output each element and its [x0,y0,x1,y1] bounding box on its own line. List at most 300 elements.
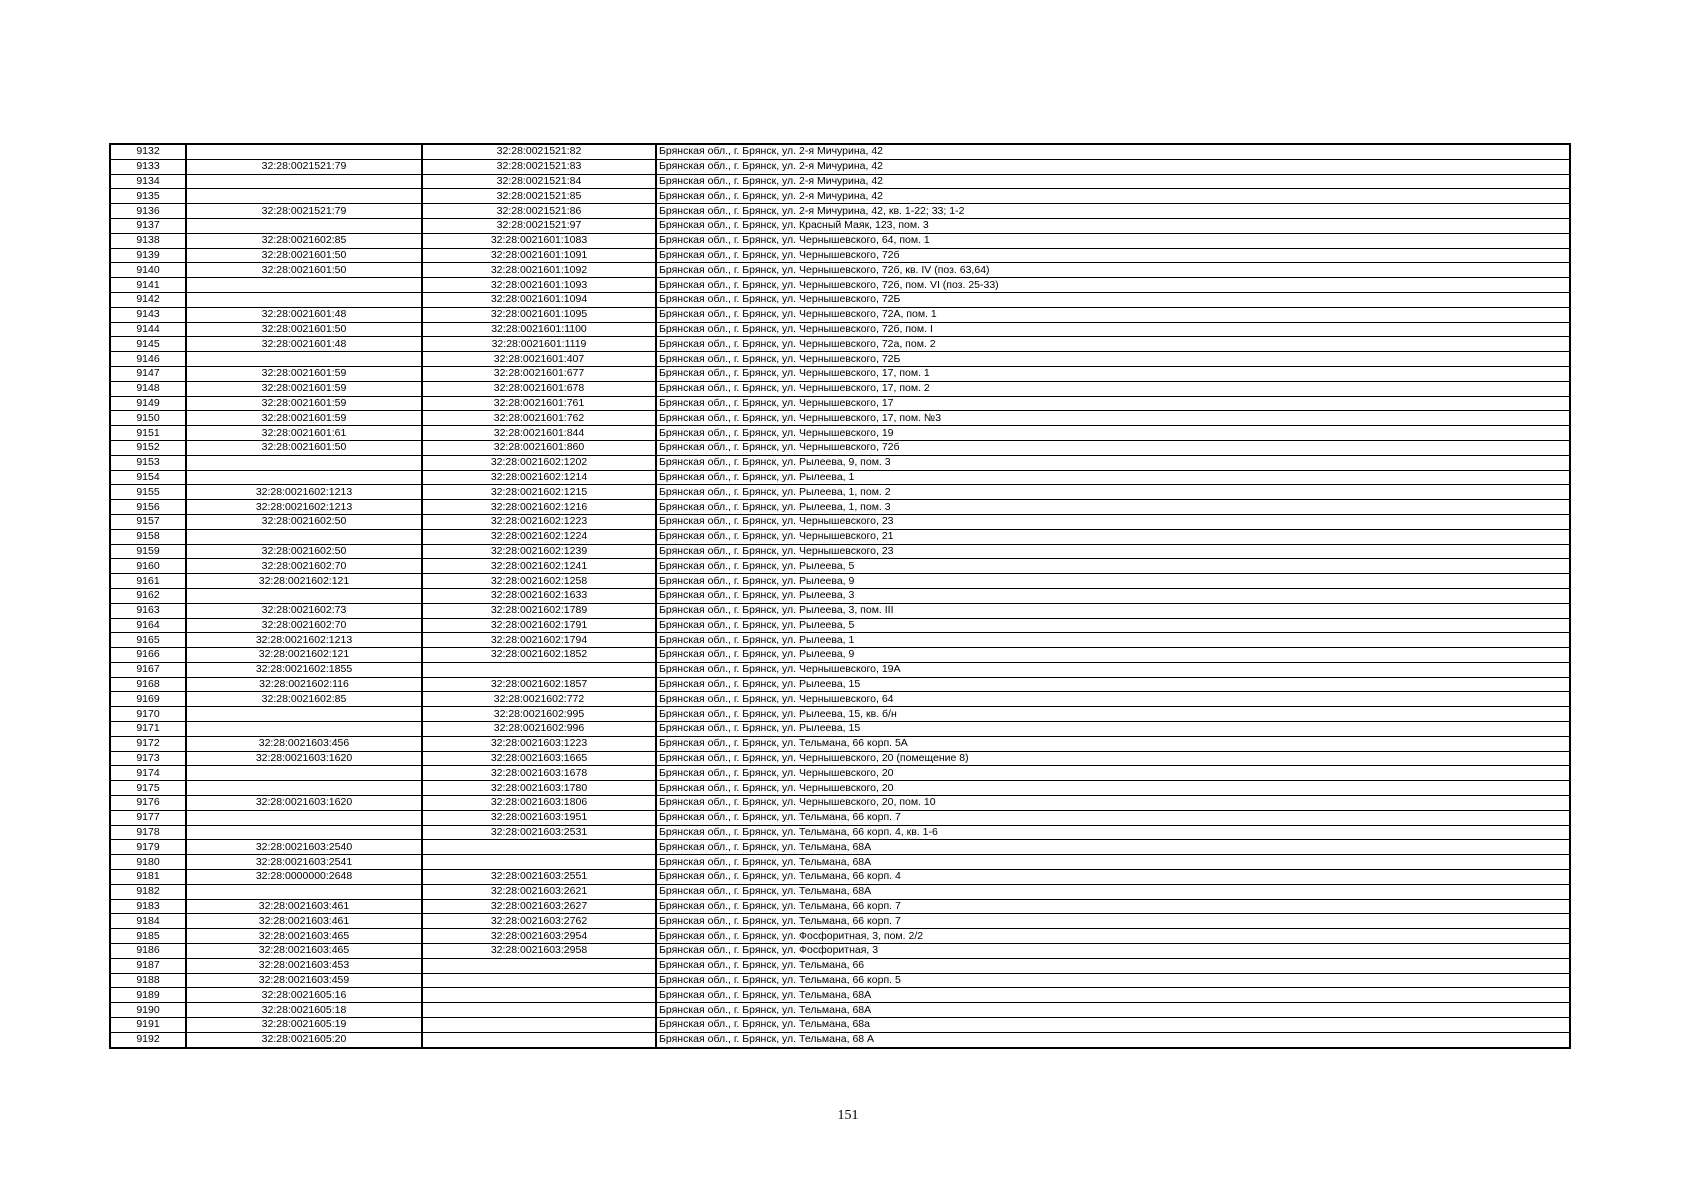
object-cadastral-cell [422,958,656,973]
row-number-cell: 9161 [110,574,186,589]
object-cadastral-cell: 32:28:0021603:1678 [422,766,656,781]
object-cadastral-cell [422,988,656,1003]
table-row [110,352,1570,367]
object-cadastral-cell: 32:28:0021601:1083 [422,233,656,248]
object-cadastral-cell: 32:28:0021602:1216 [422,500,656,515]
table-row [110,618,1570,633]
land-plot-cadastral-cell: 32:28:0021603:2541 [186,855,422,870]
land-plot-cadastral-cell: 32:28:0021601:48 [186,307,422,322]
land-plot-cadastral-cell [186,707,422,722]
address-cell: Брянская обл., г. Брянск, ул. Чернышевского, 23 [656,544,1570,559]
object-cadastral-cell: 32:28:0021601:1093 [422,278,656,293]
land-plot-cadastral-cell: 32:28:0021602:50 [186,514,422,529]
land-plot-cadastral-cell [186,766,422,781]
table-row [110,662,1570,677]
table-row [110,144,1570,159]
address-cell: Брянская обл., г. Брянск, ул. Рылеева, 15, кв. б/н [656,707,1570,722]
row-number-cell: 9155 [110,485,186,500]
row-number-cell: 9189 [110,988,186,1003]
address-cell: Брянская обл., г. Брянск, ул. Чернышевского, 21 [656,529,1570,544]
object-cadastral-cell: 32:28:0021602:1258 [422,574,656,589]
row-number-cell: 9166 [110,648,186,663]
object-cadastral-cell: 32:28:0021601:1094 [422,292,656,307]
table-row [110,736,1570,751]
object-cadastral-cell: 32:28:0021602:1789 [422,603,656,618]
table-row [110,1018,1570,1033]
table-row [110,988,1570,1003]
row-number-cell: 9185 [110,929,186,944]
object-cadastral-cell: 32:28:0021603:2958 [422,944,656,959]
address-cell: Брянская обл., г. Брянск, ул. Рылеева, 1 [656,633,1570,648]
row-number-cell: 9190 [110,1003,186,1018]
row-number-cell: 9143 [110,307,186,322]
address-cell: Брянская обл., г. Брянск, ул. 2-я Мичурина, 42 [656,174,1570,189]
land-plot-cadastral-cell: 32:28:0021601:59 [186,381,422,396]
row-number-cell: 9151 [110,426,186,441]
address-cell: Брянская обл., г. Брянск, ул. Тельмана, 66 корп. 5А [656,736,1570,751]
object-cadastral-cell: 32:28:0021603:1780 [422,781,656,796]
object-cadastral-cell: 32:28:0021602:772 [422,692,656,707]
address-cell: Брянская обл., г. Брянск, ул. Тельмана, 66 корп. 7 [656,914,1570,929]
table-row [110,855,1570,870]
object-cadastral-cell: 32:28:0021601:761 [422,396,656,411]
land-plot-cadastral-cell: 32:28:0021602:50 [186,544,422,559]
row-number-cell: 9149 [110,396,186,411]
table-row [110,485,1570,500]
address-cell: Брянская обл., г. Брянск, ул. 2-я Мичурина, 42 [656,159,1570,174]
table-row [110,426,1570,441]
land-plot-cadastral-cell: 32:28:0021602:121 [186,648,422,663]
land-plot-cadastral-cell: 32:28:0021521:79 [186,204,422,219]
table-row [110,470,1570,485]
object-cadastral-cell: 32:28:0021601:677 [422,366,656,381]
address-cell: Брянская обл., г. Брянск, ул. Чернышевского, 17, пом. 1 [656,366,1570,381]
object-cadastral-cell: 32:28:0021601:860 [422,440,656,455]
row-number-cell: 9144 [110,322,186,337]
table-row [110,189,1570,204]
land-plot-cadastral-cell: 32:28:0021602:70 [186,618,422,633]
land-plot-cadastral-cell: 32:28:0021601:59 [186,411,422,426]
row-number-cell: 9164 [110,618,186,633]
address-cell: Брянская обл., г. Брянск, ул. Чернышевского, 72А, пом. 1 [656,307,1570,322]
table-row [110,514,1570,529]
land-plot-cadastral-cell [186,278,422,293]
land-plot-cadastral-cell: 32:28:0021521:79 [186,159,422,174]
land-plot-cadastral-cell [186,470,422,485]
address-cell: Брянская обл., г. Брянск, ул. Тельмана, 66 корп. 7 [656,899,1570,914]
land-plot-cadastral-cell: 32:28:0021605:20 [186,1032,422,1047]
address-cell: Брянская обл., г. Брянск, ул. Тельмана, 66 корп. 5 [656,973,1570,988]
row-number-cell: 9167 [110,662,186,677]
row-number-cell: 9162 [110,588,186,603]
object-cadastral-cell: 32:28:0021603:1223 [422,736,656,751]
object-cadastral-cell: 32:28:0021601:407 [422,352,656,367]
row-number-cell: 9160 [110,559,186,574]
land-plot-cadastral-cell [186,781,422,796]
object-cadastral-cell: 32:28:0021601:1092 [422,263,656,278]
address-cell: Брянская обл., г. Брянск, ул. Рылеева, 15 [656,722,1570,737]
object-cadastral-cell: 32:28:0021521:86 [422,204,656,219]
row-number-cell: 9179 [110,840,186,855]
object-cadastral-cell: 32:28:0021602:1241 [422,559,656,574]
object-cadastral-cell: 32:28:0021603:1806 [422,796,656,811]
address-cell: Брянская обл., г. Брянск, ул. Чернышевского, 23 [656,514,1570,529]
row-number-cell: 9158 [110,529,186,544]
object-cadastral-cell: 32:28:0021602:996 [422,722,656,737]
land-plot-cadastral-cell: 32:28:0021603:456 [186,736,422,751]
address-cell: Брянская обл., г. Брянск, ул. Тельмана, 68А [656,1003,1570,1018]
table-row [110,263,1570,278]
object-cadastral-cell: 32:28:0021602:1239 [422,544,656,559]
table-row [110,529,1570,544]
row-number-cell: 9163 [110,603,186,618]
table-row [110,455,1570,470]
table-row [110,781,1570,796]
object-cadastral-cell: 32:28:0021603:1951 [422,810,656,825]
address-cell: Брянская обл., г. Брянск, ул. Фосфоритная, 3 [656,944,1570,959]
row-number-cell: 9146 [110,352,186,367]
object-cadastral-cell: 32:28:0021602:1214 [422,470,656,485]
table-row [110,337,1570,352]
object-cadastral-cell: 32:28:0021603:2531 [422,825,656,840]
object-cadastral-cell: 32:28:0021602:1857 [422,677,656,692]
row-number-cell: 9139 [110,248,186,263]
object-cadastral-cell: 32:28:0021603:2627 [422,899,656,914]
land-plot-cadastral-cell: 32:28:0021601:61 [186,426,422,441]
land-plot-cadastral-cell: 32:28:0021601:48 [186,337,422,352]
table-row [110,751,1570,766]
row-number-cell: 9136 [110,204,186,219]
registry-table [109,143,1571,1049]
land-plot-cadastral-cell [186,810,422,825]
table-row [110,500,1570,515]
table-row [110,322,1570,337]
land-plot-cadastral-cell: 32:28:0021602:116 [186,677,422,692]
land-plot-cadastral-cell: 32:28:0021605:19 [186,1018,422,1033]
table-row [110,159,1570,174]
object-cadastral-cell: 32:28:0021602:1633 [422,588,656,603]
registry-table-body [110,144,1570,1048]
address-cell: Брянская обл., г. Брянск, ул. Рылеева, 1 [656,470,1570,485]
land-plot-cadastral-cell [186,455,422,470]
address-cell: Брянская обл., г. Брянск, ул. 2-я Мичурина, 42 [656,189,1570,204]
table-row [110,722,1570,737]
table-row [110,307,1570,322]
object-cadastral-cell: 32:28:0021603:2551 [422,870,656,885]
object-cadastral-cell [422,662,656,677]
object-cadastral-cell: 32:28:0021603:2954 [422,929,656,944]
land-plot-cadastral-cell [186,144,422,159]
object-cadastral-cell [422,1003,656,1018]
object-cadastral-cell: 32:28:0021602:1791 [422,618,656,633]
row-number-cell: 9154 [110,470,186,485]
object-cadastral-cell [422,840,656,855]
address-cell: Брянская обл., г. Брянск, ул. Тельмана, 68А [656,884,1570,899]
address-cell: Брянская обл., г. Брянск, ул. Тельмана, 68а [656,1018,1570,1033]
land-plot-cadastral-cell: 32:28:0021601:59 [186,366,422,381]
land-plot-cadastral-cell: 32:28:0021601:50 [186,440,422,455]
table-row [110,440,1570,455]
address-cell: Брянская обл., г. Брянск, ул. Красный Маяк, 123, пом. 3 [656,218,1570,233]
address-cell: Брянская обл., г. Брянск, ул. Чернышевского, 20 [656,766,1570,781]
table-row [110,899,1570,914]
table-row [110,944,1570,959]
address-cell: Брянская обл., г. Брянск, ул. Чернышевского, 72Б [656,352,1570,367]
row-number-cell: 9165 [110,633,186,648]
table-row [110,411,1570,426]
row-number-cell: 9170 [110,707,186,722]
object-cadastral-cell: 32:28:0021603:2621 [422,884,656,899]
table-row [110,544,1570,559]
table-row [110,810,1570,825]
object-cadastral-cell: 32:28:0021602:1215 [422,485,656,500]
row-number-cell: 9172 [110,736,186,751]
table-row [110,218,1570,233]
land-plot-cadastral-cell: 32:28:0021602:85 [186,692,422,707]
table-row [110,633,1570,648]
table-row [110,603,1570,618]
table-row [110,559,1570,574]
row-number-cell: 9153 [110,455,186,470]
object-cadastral-cell: 32:28:0021601:762 [422,411,656,426]
land-plot-cadastral-cell: 32:28:0021603:459 [186,973,422,988]
row-number-cell: 9148 [110,381,186,396]
row-number-cell: 9157 [110,514,186,529]
table-row [110,884,1570,899]
object-cadastral-cell: 32:28:0021602:1794 [422,633,656,648]
object-cadastral-cell: 32:28:0021602:1224 [422,529,656,544]
address-cell: Брянская обл., г. Брянск, ул. Тельмана, 68А [656,840,1570,855]
table-row [110,825,1570,840]
page-number: 151 [837,1108,859,1123]
address-cell: Брянская обл., г. Брянск, ул. Чернышевского, 17, пом. 2 [656,381,1570,396]
object-cadastral-cell: 32:28:0021602:1852 [422,648,656,663]
address-cell: Брянская обл., г. Брянск, ул. Рылеева, 9, пом. 3 [656,455,1570,470]
table-row [110,973,1570,988]
address-cell: Брянская обл., г. Брянск, ул. Чернышевского, 64, пом. 1 [656,233,1570,248]
table-row [110,840,1570,855]
land-plot-cadastral-cell: 32:28:0021601:59 [186,396,422,411]
row-number-cell: 9168 [110,677,186,692]
row-number-cell: 9156 [110,500,186,515]
row-number-cell: 9177 [110,810,186,825]
row-number-cell: 9138 [110,233,186,248]
row-number-cell: 9173 [110,751,186,766]
address-cell: Брянская обл., г. Брянск, ул. Чернышевского, 17, пом. №3 [656,411,1570,426]
object-cadastral-cell: 32:28:0021601:1119 [422,337,656,352]
address-cell: Брянская обл., г. Брянск, ул. Тельмана, 66 [656,958,1570,973]
address-cell: Брянская обл., г. Брянск, ул. Рылеева, 9 [656,574,1570,589]
land-plot-cadastral-cell: 32:28:0021602:121 [186,574,422,589]
address-cell: Брянская обл., г. Брянск, ул. Тельмана, 68А [656,855,1570,870]
table-row [110,707,1570,722]
address-cell: Брянская обл., г. Брянск, ул. Чернышевского, 19 [656,426,1570,441]
table-row [110,174,1570,189]
address-cell: Брянская обл., г. Брянск, ул. Тельмана, 66 корп. 4 [656,870,1570,885]
row-number-cell: 9175 [110,781,186,796]
address-cell: Брянская обл., г. Брянск, ул. Тельмана, 68 А [656,1032,1570,1047]
land-plot-cadastral-cell [186,884,422,899]
address-cell: Брянская обл., г. Брянск, ул. Чернышевского, 72Б [656,292,1570,307]
object-cadastral-cell: 32:28:0021602:1202 [422,455,656,470]
land-plot-cadastral-cell: 32:28:0021601:50 [186,248,422,263]
land-plot-cadastral-cell [186,529,422,544]
address-cell: Брянская обл., г. Брянск, ул. Чернышевского, 72б, пом. VI (поз. 25-33) [656,278,1570,293]
object-cadastral-cell: 32:28:0021521:97 [422,218,656,233]
table-row [110,233,1570,248]
table-row [110,396,1570,411]
land-plot-cadastral-cell [186,588,422,603]
address-cell: Брянская обл., г. Брянск, ул. Тельмана, 68А [656,988,1570,1003]
land-plot-cadastral-cell: 32:28:0021602:73 [186,603,422,618]
table-row [110,588,1570,603]
address-cell: Брянская обл., г. Брянск, ул. Рылеева, 5 [656,559,1570,574]
address-cell: Брянская обл., г. Брянск, ул. Чернышевского, 17 [656,396,1570,411]
land-plot-cadastral-cell [186,189,422,204]
row-number-cell: 9169 [110,692,186,707]
address-cell: Брянская обл., г. Брянск, ул. Чернышевского, 20, пом. 10 [656,796,1570,811]
object-cadastral-cell [422,855,656,870]
land-plot-cadastral-cell: 32:28:0021602:70 [186,559,422,574]
address-cell: Брянская обл., г. Брянск, ул. Чернышевского, 72б [656,440,1570,455]
land-plot-cadastral-cell: 32:28:0021603:465 [186,944,422,959]
table-row [110,574,1570,589]
address-cell: Брянская обл., г. Брянск, ул. Чернышевского, 64 [656,692,1570,707]
table-row [110,914,1570,929]
row-number-cell: 9188 [110,973,186,988]
row-number-cell: 9150 [110,411,186,426]
row-number-cell: 9135 [110,189,186,204]
address-cell: Брянская обл., г. Брянск, ул. Чернышевского, 72б [656,248,1570,263]
table-row [110,204,1570,219]
row-number-cell: 9141 [110,278,186,293]
row-number-cell: 9187 [110,958,186,973]
table-row [110,366,1570,381]
row-number-cell: 9186 [110,944,186,959]
address-cell: Брянская обл., г. Брянск, ул. 2-я Мичурина, 42, кв. 1-22; 33; 1-2 [656,204,1570,219]
address-cell: Брянская обл., г. Брянск, ул. Чернышевского, 72б, пом. I [656,322,1570,337]
table-row [110,870,1570,885]
land-plot-cadastral-cell: 32:28:0021603:461 [186,914,422,929]
object-cadastral-cell: 32:28:0021521:82 [422,144,656,159]
row-number-cell: 9145 [110,337,186,352]
land-plot-cadastral-cell [186,825,422,840]
row-number-cell: 9134 [110,174,186,189]
row-number-cell: 9174 [110,766,186,781]
object-cadastral-cell [422,973,656,988]
object-cadastral-cell: 32:28:0021521:83 [422,159,656,174]
row-number-cell: 9140 [110,263,186,278]
row-number-cell: 9159 [110,544,186,559]
land-plot-cadastral-cell [186,352,422,367]
row-number-cell: 9147 [110,366,186,381]
row-number-cell: 9133 [110,159,186,174]
land-plot-cadastral-cell: 32:28:0000000:2648 [186,870,422,885]
land-plot-cadastral-cell: 32:28:0021605:16 [186,988,422,1003]
table-row [110,929,1570,944]
land-plot-cadastral-cell: 32:28:0021603:465 [186,929,422,944]
land-plot-cadastral-cell: 32:28:0021603:1620 [186,751,422,766]
object-cadastral-cell: 32:28:0021601:844 [422,426,656,441]
address-cell: Брянская обл., г. Брянск, ул. Рылеева, 5 [656,618,1570,633]
object-cadastral-cell [422,1018,656,1033]
address-cell: Брянская обл., г. Брянск, ул. Рылеева, 3, пом. III [656,603,1570,618]
land-plot-cadastral-cell [186,218,422,233]
table-row [110,692,1570,707]
address-cell: Брянская обл., г. Брянск, ул. Тельмана, 66 корп. 7 [656,810,1570,825]
object-cadastral-cell: 32:28:0021601:1091 [422,248,656,263]
row-number-cell: 9142 [110,292,186,307]
land-plot-cadastral-cell: 32:28:0021603:1620 [186,796,422,811]
address-cell: Брянская обл., г. Брянск, ул. Тельмана, 66 корп. 4, кв. 1-6 [656,825,1570,840]
row-number-cell: 9180 [110,855,186,870]
row-number-cell: 9132 [110,144,186,159]
address-cell: Брянская обл., г. Брянск, ул. Рылеева, 1, пом. 3 [656,500,1570,515]
row-number-cell: 9171 [110,722,186,737]
address-cell: Брянская обл., г. Брянск, ул. Фосфоритная, 3, пом. 2/2 [656,929,1570,944]
address-cell: Брянская обл., г. Брянск, ул. Рылеева, 15 [656,677,1570,692]
table-row [110,292,1570,307]
land-plot-cadastral-cell: 32:28:0021601:50 [186,263,422,278]
row-number-cell: 9182 [110,884,186,899]
row-number-cell: 9178 [110,825,186,840]
object-cadastral-cell: 32:28:0021601:678 [422,381,656,396]
land-plot-cadastral-cell [186,174,422,189]
land-plot-cadastral-cell: 32:28:0021602:1213 [186,485,422,500]
table-row [110,766,1570,781]
address-cell: Брянская обл., г. Брянск, ул. Рылеева, 9 [656,648,1570,663]
address-cell: Брянская обл., г. Брянск, ул. Рылеева, 3 [656,588,1570,603]
address-cell: Брянская обл., г. Брянск, ул. Чернышевского, 20 [656,781,1570,796]
land-plot-cadastral-cell: 32:28:0021605:18 [186,1003,422,1018]
row-number-cell: 9183 [110,899,186,914]
land-plot-cadastral-cell: 32:28:0021603:2540 [186,840,422,855]
object-cadastral-cell [422,1032,656,1047]
address-cell: Брянская обл., г. Брянск, ул. Чернышевского, 72а, пом. 2 [656,337,1570,352]
table-row [110,278,1570,293]
table-row [110,1032,1570,1047]
table-row [110,248,1570,263]
object-cadastral-cell: 32:28:0021603:2762 [422,914,656,929]
object-cadastral-cell: 32:28:0021602:1223 [422,514,656,529]
table-row [110,381,1570,396]
land-plot-cadastral-cell [186,292,422,307]
address-cell: Брянская обл., г. Брянск, ул. Рылеева, 1, пом. 2 [656,485,1570,500]
table-row [110,648,1570,663]
row-number-cell: 9192 [110,1032,186,1047]
object-cadastral-cell: 32:28:0021603:1665 [422,751,656,766]
land-plot-cadastral-cell: 32:28:0021602:1213 [186,500,422,515]
address-cell: Брянская обл., г. Брянск, ул. Чернышевского, 19А [656,662,1570,677]
land-plot-cadastral-cell: 32:28:0021603:461 [186,899,422,914]
table-row [110,958,1570,973]
table-row [110,796,1570,811]
row-number-cell: 9181 [110,870,186,885]
land-plot-cadastral-cell: 32:28:0021602:85 [186,233,422,248]
land-plot-cadastral-cell: 32:28:0021602:1213 [186,633,422,648]
land-plot-cadastral-cell: 32:28:0021603:453 [186,958,422,973]
land-plot-cadastral-cell [186,722,422,737]
object-cadastral-cell: 32:28:0021521:85 [422,189,656,204]
address-cell: Брянская обл., г. Брянск, ул. 2-я Мичурина, 42 [656,144,1570,159]
row-number-cell: 9191 [110,1018,186,1033]
row-number-cell: 9176 [110,796,186,811]
row-number-cell: 9184 [110,914,186,929]
object-cadastral-cell: 32:28:0021521:84 [422,174,656,189]
object-cadastral-cell: 32:28:0021601:1100 [422,322,656,337]
object-cadastral-cell: 32:28:0021602:995 [422,707,656,722]
table-row [110,1003,1570,1018]
